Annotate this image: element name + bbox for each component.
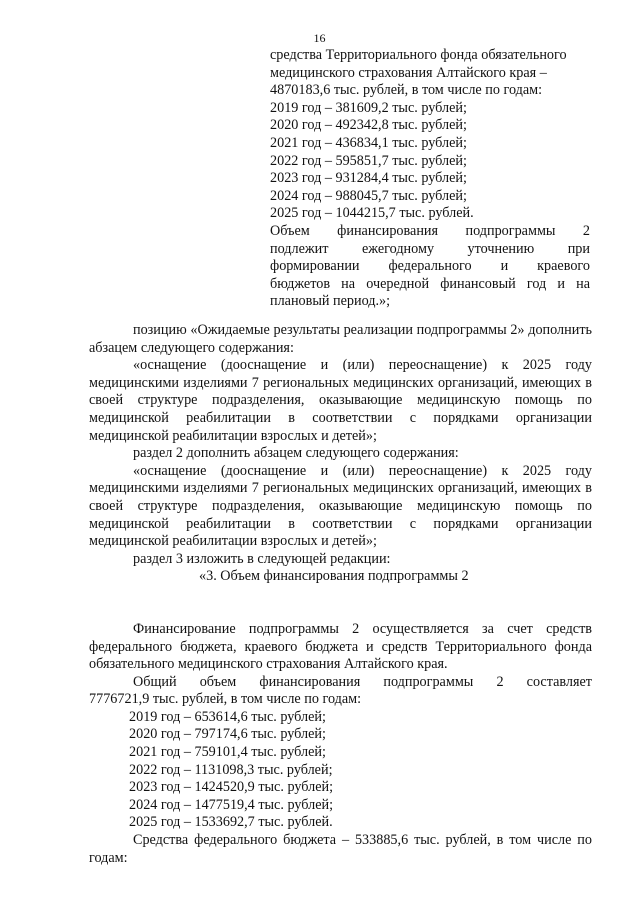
year-line: 2023 год – 1424520,9 тыс. рублей; xyxy=(129,779,334,796)
text-line: 4870183,6 тыс. рублей, в том числе по годам: xyxy=(270,82,543,99)
year-line: 2024 год – 988045,7 тыс. рублей; xyxy=(270,187,467,204)
paragraph: позицию «Ожидаемые результаты реализации подпрограммы 2» дополнить абзацем следующего содержания: xyxy=(89,322,592,356)
year-line: 2019 год – 381609,2 тыс. рублей; xyxy=(270,99,467,116)
year-line: 2022 год – 595851,7 тыс. рублей; xyxy=(270,152,467,169)
year-line: 2022 год – 1131098,3 тыс. рублей; xyxy=(129,761,333,778)
year-line: 2023 год – 931284,4 тыс. рублей; xyxy=(270,170,467,187)
paragraph: раздел 2 дополнить абзацем следующего содержания: xyxy=(133,445,459,462)
year-line: 2025 год – 1044215,7 тыс. рублей. xyxy=(270,205,474,222)
note-line: бюджетов на очередной финансовый год и на xyxy=(270,275,590,292)
paragraph: Средства федерального бюджета – 533885,6 тыс. рублей, в том числе по годам: xyxy=(89,832,592,866)
years-list xyxy=(89,709,592,832)
paragraph: Общий объем финансирования подпрограммы 2 составляет xyxy=(133,673,592,690)
year-line: 2024 год – 1477519,4 тыс. рублей; xyxy=(129,796,334,813)
paragraph: «оснащение (дооснащение и (или) переоснащение) к 2025 году медицинскими изделиями 7 региональных медицинских организаций, имеющих в своей структуре подразделения, оказывающие медицинскую помощь по медицинской реабилитации в соответствии с порядками организации медицинской реабилитации взрослых и детей»; xyxy=(89,357,592,444)
section-heading: «3. Объем финансирования подпрограммы 2 xyxy=(199,568,469,585)
note-line: подлежит ежегодному уточнению при xyxy=(270,240,590,257)
text-line: средства Территориального фонда обязательного xyxy=(270,47,567,63)
paragraph: раздел 3 изложить в следующей редакции: xyxy=(133,550,391,567)
year-line: 2025 год – 1533692,7 тыс. рублей. xyxy=(129,814,333,831)
year-line: 2021 год – 436834,1 тыс. рублей; xyxy=(270,134,467,151)
note-line: формировании федерального и краевого xyxy=(270,258,590,275)
year-line: 2020 год – 492342,8 тыс. рублей; xyxy=(270,117,467,134)
document-body xyxy=(89,322,592,867)
year-line: 2021 год – 759101,4 тыс. рублей; xyxy=(129,744,326,761)
page-number: 16 xyxy=(313,31,326,45)
paragraph: 7776721,9 тыс. рублей, в том числе по годам: xyxy=(89,691,362,708)
year-line: 2019 год – 653614,6 тыс. рублей; xyxy=(129,708,326,725)
spacer xyxy=(89,586,592,621)
year-line: 2020 год – 797174,6 тыс. рублей; xyxy=(129,726,326,743)
text-line: медицинского страхования Алтайского края – xyxy=(270,64,547,81)
table-right-cell xyxy=(270,47,590,311)
paragraph: «оснащение (дооснащение и (или) переоснащение) к 2025 году медицинскими изделиями 7 региональных медицинских организаций, имеющих в своей структуре подразделения, оказывающие медицинскую помощь по медицинской реабилитации в соответствии с порядками организации медицинской реабилитации взрослых и детей»; xyxy=(89,462,592,550)
note-line: Объем финансирования подпрограммы 2 xyxy=(270,222,590,239)
paragraph: Финансирование подпрограммы 2 осуществляется за счет средств федерального бюджета, краевого бюджета и средств Территориального фонда обязательного медицинского страхования Алтайского края. xyxy=(89,620,592,673)
note-line: плановый период.»; xyxy=(270,293,391,310)
